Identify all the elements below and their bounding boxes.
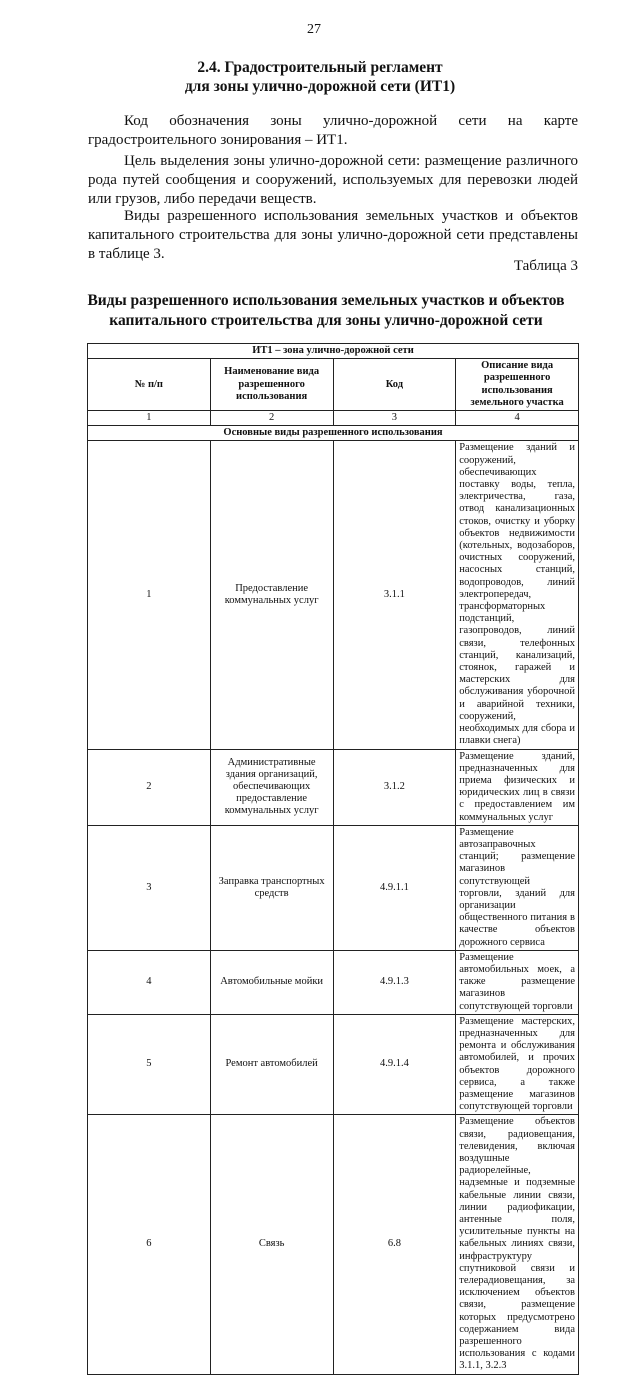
- zone-header: ИТ1 – зона улично-дорожной сети: [88, 344, 579, 359]
- paragraph-zone-code: [88, 112, 578, 150]
- table-row: [88, 441, 579, 749]
- index-cell: 1: [88, 411, 211, 426]
- row-code: 3.1.1: [333, 441, 456, 749]
- row-num: 1: [88, 441, 211, 749]
- table-row: [88, 1115, 579, 1374]
- row-name: Заправка транспортных средств: [210, 825, 333, 950]
- table-row: [88, 1014, 579, 1115]
- table-row: [88, 825, 579, 950]
- paragraph-zone-purpose: [88, 152, 578, 209]
- paragraph-table-reference: [88, 207, 578, 264]
- table-label: Таблица 3: [513, 258, 578, 274]
- row-name: Административные здания организаций, обеспечивающих предоставление коммунальных услуг: [210, 749, 333, 825]
- row-num: 5: [88, 1014, 211, 1115]
- row-code: 3.1.2: [333, 749, 456, 825]
- row-name: Связь: [210, 1115, 333, 1374]
- group-row: [88, 426, 579, 441]
- section-title-line-2: для зоны улично-дорожной сети (ИТ1): [184, 78, 456, 95]
- row-code: 4.9.1.4: [333, 1014, 456, 1115]
- section-title: [60, 58, 580, 96]
- page-number: 27: [307, 22, 321, 37]
- table-title-line-2: капитального строительства для зоны улично-дорожной сети: [109, 312, 543, 329]
- row-desc: Размещение объектов связи, радиовещания, телевидения, включая воздушные радиорелейные, надземные и подземные кабельные линии связи, линии радиофикации, антенные поля, усилительные пункты на кабельных линиях связи, инфраструктуру спутниковой связи и телерадиовещания, за исключением объектов связи, размещение которых предусмотрено содержанием вида разрешенного использования с кодами 3.1.1, 3.2.3: [456, 1115, 579, 1374]
- row-desc: Размещение автозаправочных станций; размещение магазинов сопутствующей торговли, зданий для организации общественного питания в качестве объектов дорожного сервиса: [456, 825, 579, 950]
- header-name: Наименование вида разрешенного использования: [210, 359, 333, 411]
- row-num: 4: [88, 950, 211, 1014]
- row-num: 3: [88, 825, 211, 950]
- index-cell: 4: [456, 411, 579, 426]
- table-title: [60, 291, 592, 331]
- row-desc: Размещение зданий, предназначенных для приема физических и юридических лиц в связи с предоставлением им коммунальных услуг: [456, 749, 579, 825]
- table-row: [88, 749, 579, 825]
- row-desc: Размещение зданий и сооружений, обеспечивающих поставку воды, тепла, электричества, газа, отвод канализационных стоков, очистку и уборку объектов недвижимости (котельных, водозаборов, очистных сооружений, насосных станций, водопроводов, линий электропередач, трансформаторных подстанций, газопроводов, линий связи, телефонных станций, канализаций, стоянок, гаражей и мастерских для обслуживания уборочной и аварийной техники, сооружений, необходимых для сбора и плавки снега): [456, 441, 579, 749]
- row-code: 4.9.1.1: [333, 825, 456, 950]
- column-index-row: [88, 411, 579, 426]
- row-code: 6.8: [333, 1115, 456, 1374]
- table-title-line-1: Виды разрешенного использования земельных участков и объектов: [87, 292, 565, 309]
- row-name: Предоставление коммунальных услуг: [210, 441, 333, 749]
- permitted-use-table: [87, 343, 579, 1375]
- row-desc: Размещение автомобильных моек, а также размещение магазинов сопутствующей торговли: [456, 950, 579, 1014]
- index-cell: 3: [333, 411, 456, 426]
- row-code: 4.9.1.3: [333, 950, 456, 1014]
- paragraph-text: Виды разрешенного использования земельных участков и объектов капитального строительства для зоны улично-дорожной сети представлены в таблице 3.: [88, 208, 578, 262]
- row-name: Автомобильные мойки: [210, 950, 333, 1014]
- header-desc: Описание вида разрешенного использования земельного участка: [456, 359, 579, 411]
- header-num: № п/п: [88, 359, 211, 411]
- paragraph-text: Код обозначения зоны улично-дорожной сети на карте градостроительного зонирования – ИТ1.: [88, 113, 578, 148]
- section-title-line-1: 2.4. Градостроительный регламент: [197, 59, 443, 76]
- row-num: 6: [88, 1115, 211, 1374]
- row-name: Ремонт автомобилей: [210, 1014, 333, 1115]
- paragraph-text: Цель выделения зоны улично-дорожной сети: размещение различного рода путей сообщения и сооружений, используемых для перевозки людей или грузов, либо передачи веществ.: [88, 153, 578, 207]
- index-cell: 2: [210, 411, 333, 426]
- group-title: Основные виды разрешенного использования: [88, 426, 579, 441]
- row-desc: Размещение мастерских, предназначенных для ремонта и обслуживания автомобилей, и прочих объектов дорожного сервиса, а также размещение магазинов сопутствующей торговли: [456, 1014, 579, 1115]
- table-row: [88, 950, 579, 1014]
- row-num: 2: [88, 749, 211, 825]
- header-code: Код: [333, 359, 456, 411]
